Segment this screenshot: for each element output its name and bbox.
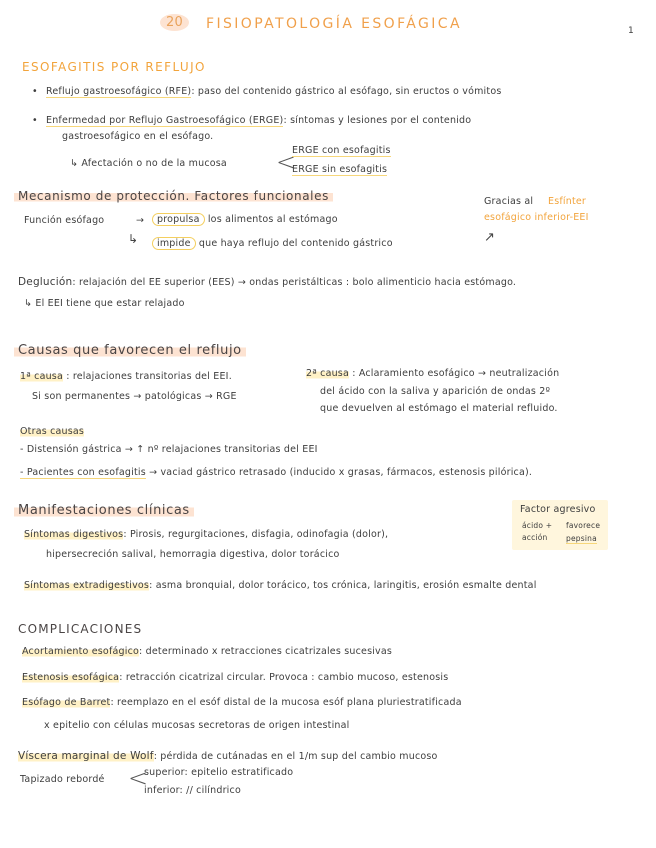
cause2-label: 2ª causa	[306, 368, 349, 379]
digestivos-line	[24, 529, 388, 540]
esfinter-label: Esfínter	[548, 196, 587, 207]
erge-term-text: Enfermedad por Reflujo Gastroesofágico (ERGE)	[46, 115, 284, 126]
up-arrow: ↗	[484, 230, 495, 245]
section-heading-esofagitis: ESOFAGITIS POR REFLUJO	[22, 60, 206, 74]
deglucion-line	[18, 276, 516, 288]
digestivos-line2: hipersecreción salival, hemorragia digestiva, dolor torácico	[46, 549, 340, 560]
section-heading-mecanismo: Mecanismo de protección. Factores funcionales	[14, 189, 333, 203]
erge-definition: : síntomas y lesiones por el contenido	[283, 115, 472, 126]
rfe-definition: : paso del contenido gástrico al esófago, sin eructos o vómitos	[191, 86, 502, 97]
cause2-line2: del ácido con la saliva y aparición de ondas 2º	[320, 386, 551, 397]
rfe-term	[46, 86, 502, 97]
digestivos-label: Síntomas digestivos	[24, 529, 124, 540]
wolf-label: Víscera marginal de Wolf	[18, 750, 154, 762]
digestivos-rest: : Pirosis, regurgitaciones, disfagia, odinofagia (dolor),	[123, 529, 389, 540]
erge-option-with: ERGE con esofagitis	[292, 145, 391, 156]
estenosis-label: Estenosis esofágica	[22, 672, 120, 683]
factor-right-1: favorece	[566, 521, 601, 530]
estenosis-rest: : retracción cicatrizal circular. Provoca : cambio mucoso, estenosis	[119, 672, 449, 683]
extradigestivos-line	[24, 580, 537, 591]
otras-causa-1: - Distensión gástrica → ↑ nº relajaciones transitorias del EEI	[20, 444, 318, 455]
funcion-esofago-label: Función esófago	[24, 215, 105, 226]
section-heading-causas: Causas que favorecen el reflujo	[14, 343, 246, 358]
barret-label: Esófago de Barret	[22, 697, 111, 708]
tapizado-superior: superior: epitelio estratificado	[144, 767, 294, 778]
cause1-line	[20, 371, 232, 382]
factor-title: Factor agresivo	[520, 504, 596, 515]
estenosis-line	[22, 672, 448, 683]
corner-mark: 1	[628, 26, 634, 36]
barret-line2: x epitelio con células mucosas secretoras de origen intestinal	[44, 720, 350, 731]
barret-rest: : reemplazo en el esóf distal de la mucosa esóf plana pluriestratificada	[110, 697, 462, 708]
eei-label: esofágico inferior-EEI	[484, 212, 589, 223]
extradigestivos-label: Síntomas extradigestivos	[24, 580, 150, 591]
deglucion-term: Deglución	[18, 276, 73, 288]
factor-right-2: pepsina	[566, 534, 597, 543]
cause1-line2: Si son permanentes → patológicas → RGE	[32, 391, 237, 402]
erge-definition-line2: gastroesofágico en el esófago.	[62, 131, 214, 142]
tapizado-inferior: inferior: // cilíndrico	[144, 785, 241, 796]
tapizado-label: Tapizado rebordé	[20, 774, 105, 785]
page-number: 20	[160, 14, 189, 31]
otras-causa-2-rest: → vaciad gástrico retrasado (inducido x grasas, fármacos, estenosis pilórica).	[149, 467, 533, 478]
cause1-label: 1ª causa	[20, 371, 63, 382]
deglucion-rest: : relajación del EE superior (EES) → ondas peristálticas : bolo alimenticio hacia estómago.	[72, 277, 517, 288]
bullet-dot: •	[32, 86, 38, 97]
impide-rest: que haya reflujo del contenido gástrico	[198, 238, 393, 249]
acortamiento-line	[22, 646, 392, 657]
bullet-dot: •	[32, 115, 38, 126]
cause1-rest: : relajaciones transitorias del EEI.	[66, 371, 232, 382]
erge-term	[46, 115, 471, 126]
branch-arrow: ↳	[128, 232, 139, 246]
propulsa-word: propulsa	[152, 213, 205, 226]
impide-line	[152, 238, 393, 249]
gracias-label: Gracias al	[484, 196, 534, 207]
otras-causa-2-term: - Pacientes con esofagitis	[20, 467, 146, 478]
brace-symbol: <	[276, 148, 297, 176]
page-title: FISIOPATOLOGÍA ESOFÁGICA	[206, 16, 462, 32]
tapizado-brace: <	[128, 764, 149, 792]
cause2-line3: que devuelven al estómago el material refluido.	[320, 403, 558, 414]
otras-causas-label: Otras causas	[20, 426, 85, 437]
factor-left-1: ácido +	[522, 521, 553, 530]
acortamiento-label: Acortamiento esofágico	[22, 646, 140, 657]
section-heading-complicaciones: COMPLICACIONES	[18, 622, 143, 636]
factor-left-2: acción	[522, 533, 548, 542]
extradigestivos-rest: : asma bronquial, dolor torácico, tos crónica, laringitis, erosión esmalte dental	[149, 580, 537, 591]
propulsa-rest: los alimentos al estómago	[207, 214, 338, 225]
propulsa-line	[152, 214, 338, 225]
acortamiento-rest: : determinado x retracciones cicatrizales sucesivas	[139, 646, 393, 657]
eei-relax: ↳ El EEI tiene que estar relajado	[24, 298, 185, 309]
barret-line	[22, 697, 462, 708]
erge-option-without: ERGE sin esofagitis	[292, 164, 388, 175]
impide-word: impide	[152, 237, 196, 250]
wolf-line	[18, 750, 438, 762]
otras-causa-2	[20, 467, 532, 478]
arrow-symbol: →	[136, 215, 145, 226]
affect-text: ↳ Afectación o no de la mucosa	[70, 158, 227, 169]
cause2-rest: : Aclaramiento esofágico → neutralización	[352, 368, 560, 379]
wolf-rest: : pérdida de cutánadas en el 1/m sup del cambio mucoso	[153, 751, 438, 762]
section-heading-manifestaciones: Manifestaciones clínicas	[14, 503, 194, 518]
rfe-term-text: Reflujo gastroesofágico (RFE)	[46, 86, 192, 97]
cause2-line	[306, 368, 559, 379]
